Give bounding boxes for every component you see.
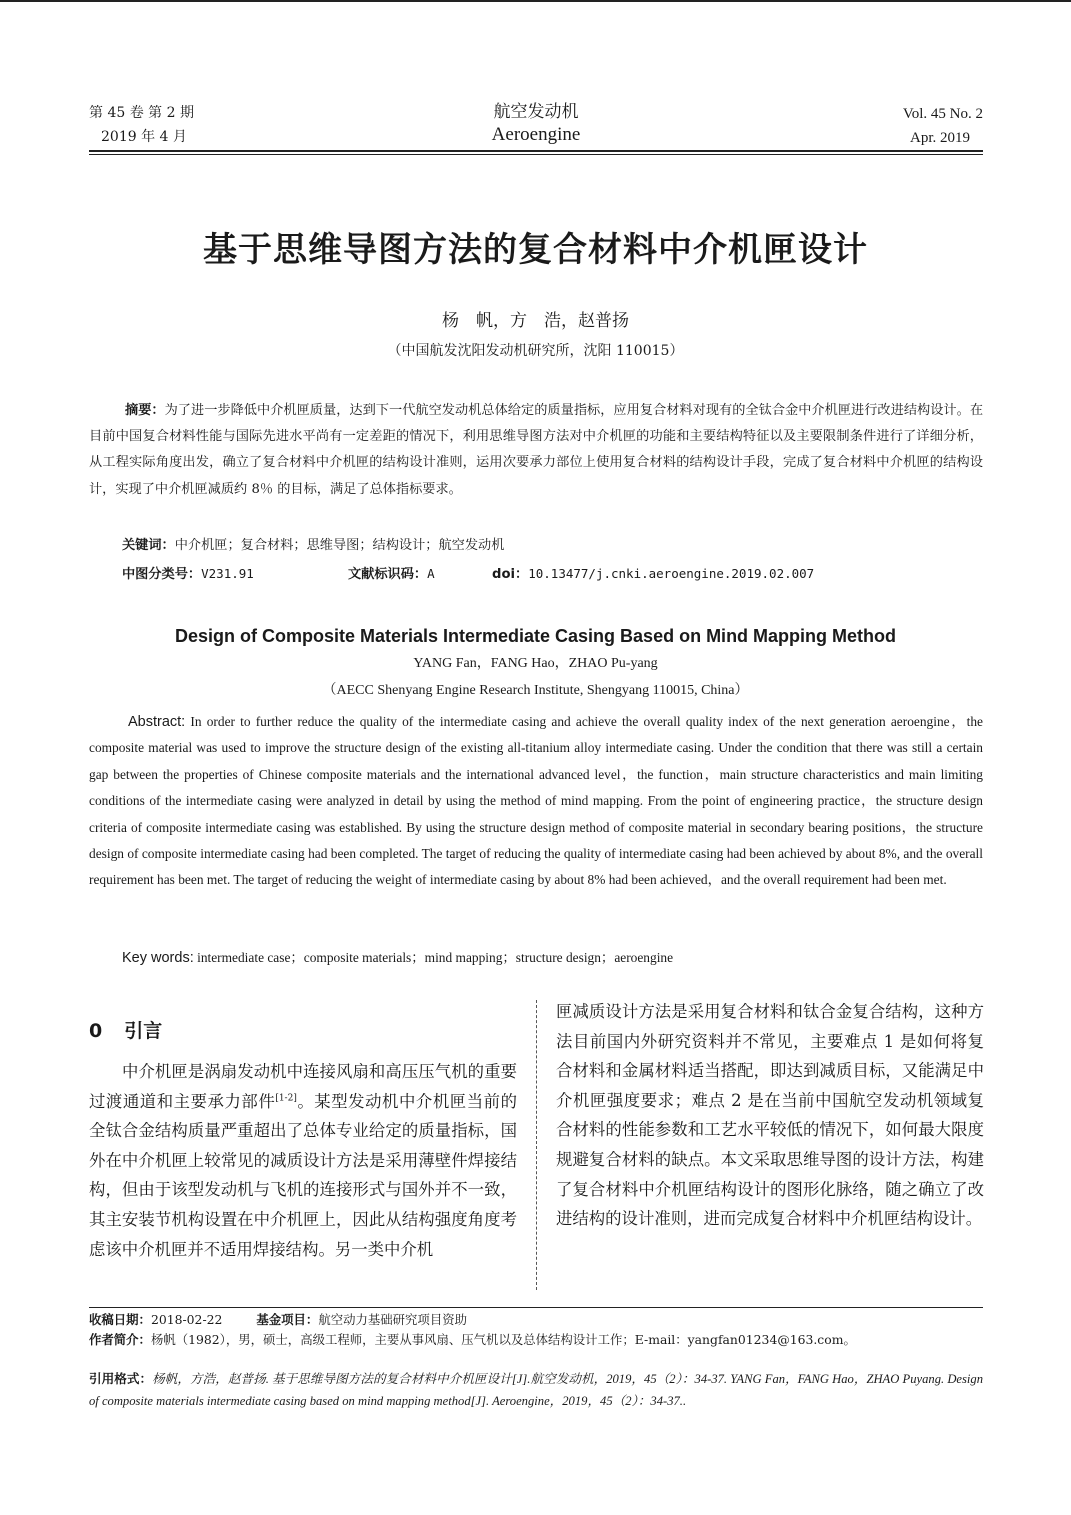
doi-label: doi： [492,567,529,582]
volume-issue-cn: 第 45 卷 第 2 期 [89,105,194,121]
received-label: 收稿日期： [89,1312,151,1327]
section-heading-introduction [89,1017,162,1045]
classification-line [122,562,983,586]
paper-title-en: Design of Composite Materials Intermediate Casing Based on Mind Mapping Method [174,626,897,646]
section-title: 引言 [124,1020,163,1042]
citation-ref: [1-2] [275,1093,297,1104]
doi-value: 10.13477/j.cnki.aeroengine.2019.02.007 [528,566,815,581]
author-bio-label: 作者简介： [89,1332,151,1347]
volume-issue-en: Vol. 45 No. 2 [902,106,983,122]
header-rule-thick [89,150,983,152]
doc-code-value: A [427,566,435,581]
footnote-rule [89,1307,983,1308]
author-bio-value: 杨帆（1982），男，硕士，高级工程师，主要从事风扇、压气机以及总体结构设计工作；E-mail：yangfan01234@163.com。 [150,1332,856,1347]
citation-label: 引用格式： [89,1371,153,1386]
affiliation-cn: （中国航发沈阳发动机研究所，沈阳 110015） [387,343,684,359]
date-cn: 2019 年 4 月 [101,129,187,145]
authors-cn: 杨 帆，方 浩，赵普扬 [442,311,629,331]
section-number: 0 [89,1020,103,1042]
body-column-right: 匣减质设计方法是采用复合材料和钛合金复合结构，这种方法目前国内外研究资料并不常见，主要难点 1 是如何将复合材料和金属材料适当搭配，即达到减质目标，又能满足中介机匣强度要求；难点 2 是在当前中国航空发动机领域复合材料的性能参数和工艺水平较低的情况下，如何最大限度规避复合材料的缺点。本文采取思维导图的设计方法，构建了复合材料中介机匣结构设计的图形化脉络，随之确立了改进结构的设计准则，进而完成复合材料中介机匣结构设计。 [556,1002,984,1229]
body-left-part-b: 。某型发动机中介机匣当前的全钛合金结构质量严重超出了总体专业给定的质量指标，国外在中介机匣上较常见的减质设计方法是采用薄壁件焊接结构，但由于该型发动机与飞机的连接形式与国外并不一致，其主安装节机构设置在中介机匣上，因此从结构强度角度考虑该中介机匣并不适用焊接结构。另一类中介机 [89,1091,518,1259]
abstract-en-label: Abstract: [128,714,186,730]
received-value: 2018-02-22 [150,1312,223,1327]
abstract-cn-label: 摘要： [125,403,165,418]
fund-value: 航空动力基础研究项目资助 [318,1312,467,1327]
top-border-rule [0,0,1071,2]
abstract-cn [89,398,983,503]
footnote-author-bio [89,1330,983,1350]
date-en: Apr. 2019 [910,130,970,146]
fund-label: 基金项目： [256,1312,319,1327]
keywords-en [122,946,673,970]
citation-text: 杨帆，方浩，赵普扬. 基于思维导图方法的复合材料中介机匣设计[J].航空发动机，2019，45（2）：34-37. YANG Fan，FANG Hao，ZHAO Puyang. Design of composite materials intermediate casing based on mind mapping method[J]. Aeroengine，2019，45（2）：34-37.. [89,1372,983,1408]
abstract-en [89,709,983,894]
keywords-cn [122,534,504,558]
keywords-en-label: Key words: [122,950,194,966]
body-column-left [89,1057,517,1264]
footnote-received-fund [89,1310,983,1330]
keywords-en-text: intermediate case；composite materials；mind mapping；structure design；aeroengine [197,950,674,965]
citation-format [89,1368,983,1412]
keywords-cn-label: 关键词： [122,538,175,553]
keywords-cn-text: 中介机匣；复合材料；思维导图；结构设计；航空发动机 [174,538,505,553]
header-rule-thin [89,154,983,155]
clc-label: 中图分类号： [122,567,202,582]
body-left-part-a: 中介机匣是涡扇发动机中连接风扇和高压压气机的重要过渡通道和主要承力部件 [89,1062,517,1111]
abstract-cn-text: 为了进一步降低中介机匣质量，达到下一代航空发动机总体给定的质量指标，应用复合材料对现有的全钛合金中介机匣进行改进结构设计。在目前中国复合材料性能与国际先进水平尚有一定差距的情况下，利用思维导图方法对中介机匣的功能和主要结构特征以及主要限制条件进行了详细分析，从工程实际角度出发，确立了复合材料中介机匣的结构设计准则，运用次要承力部位上使用复合材料的结构设计手段，完成了复合材料中介机匣的结构设计，实现了中介机匣减质约 8％ 的目标，满足了总体指标要求。 [89,403,984,497]
journal-name-cn: 航空发动机 [493,102,579,122]
doc-code-label: 文献标识码： [348,567,428,582]
clc-value: V231.91 [201,566,254,581]
column-divider [536,1000,537,1290]
paper-title-cn: 基于思维导图方法的复合材料中介机匣设计 [203,230,868,270]
running-header [89,102,983,152]
affiliation-en: （AECC Shenyang Engine Research Institute, Shengyang 110015, China） [322,683,749,698]
abstract-en-text: In order to further reduce the quality of the intermediate casing and achieve the overall quality index of the next generation aeroengine，the composite material was used to improve the structure design of the existing all-titanium alloy intermediate casing. Under the condition that there was still a certain gap between the properties of Chinese composite materials and the international advanced level，the function，main structure characteristics and main limiting conditions of the intermediate casing were analyzed in detail by using the method of mind mapping. From the point of engineering practice，the structure design criteria of composite intermediate casing was established. By using the structure design method of composite material in secondary bearing positions，the structure design of composite intermediate casing had been completed. The target of reducing the quality of intermediate casing had been achieved by about 8%, and the overall requirement has been met. The target of reducing the weight of intermediate casing by about 8% had been achieved，and the overall requirement had been met. [89,714,983,888]
journal-name-en: Aeroengine [491,124,581,145]
authors-en: YANG Fan，FANG Hao，ZHAO Pu-yang [413,656,658,671]
